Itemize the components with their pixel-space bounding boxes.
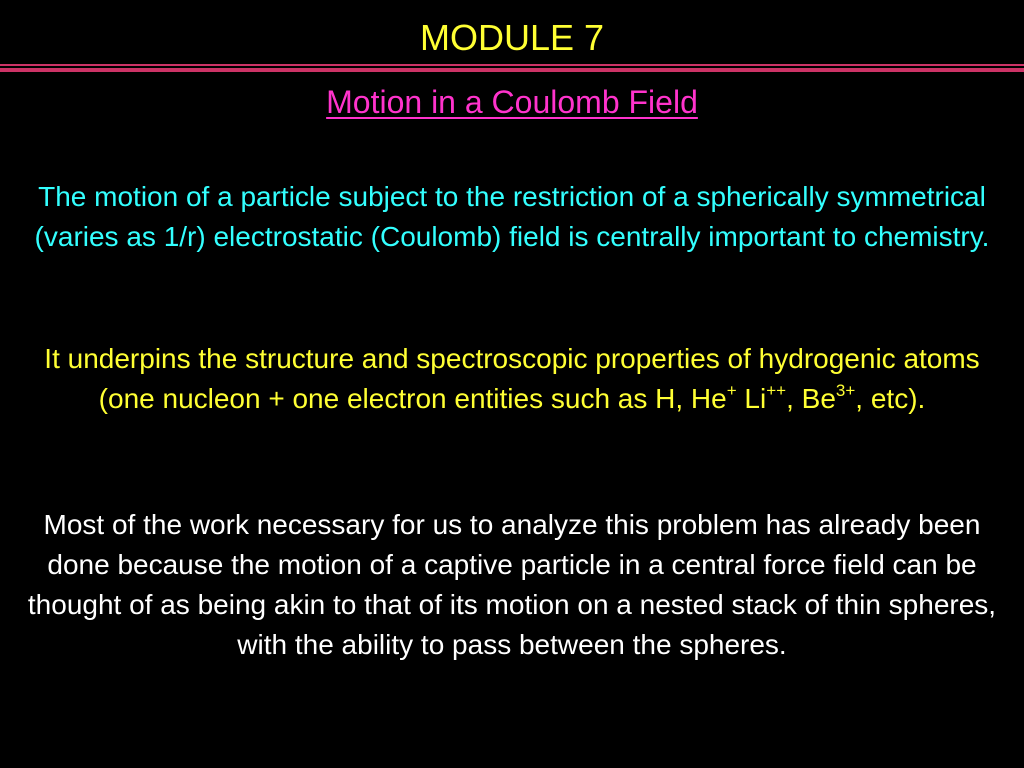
slide-title: MODULE 7 bbox=[419, 17, 605, 58]
title-divider-thick bbox=[0, 68, 1024, 72]
be-charge: 3+ bbox=[835, 380, 856, 400]
li-charge: ++ bbox=[766, 380, 787, 400]
title-divider-thin bbox=[0, 64, 1024, 66]
be-label: , Be bbox=[786, 383, 836, 414]
paragraph-nested-spheres: Most of the work necessary for us to analyze this problem has already been done because the motion of a captive particle in a central force field can be thought of as being akin to that of its motion on a nested stack of thin spheres, with the ability to pass between the spheres. bbox=[27, 509, 997, 660]
paragraph-coulomb-field: The motion of a particle subject to the restriction of a spherically symmetrical (varies as 1/r) electrostatic (Coulomb) field is centrally important to chemistry. bbox=[34, 181, 990, 252]
subtitle-text: Motion in a Coulomb Field bbox=[326, 84, 698, 120]
paragraph-hydrogenic-text: It underpins the structure and spectroscopic properties of hydrogenic atoms (one nucleon + one electron entities such as H, He bbox=[44, 343, 980, 414]
slide-subtitle bbox=[0, 82, 1024, 122]
paragraph-hydrogenic-tail: , etc). bbox=[855, 383, 926, 414]
paragraph-hydrogenic-atoms bbox=[20, 339, 1004, 419]
li-label: Li bbox=[736, 383, 767, 414]
he-charge: + bbox=[726, 380, 737, 400]
